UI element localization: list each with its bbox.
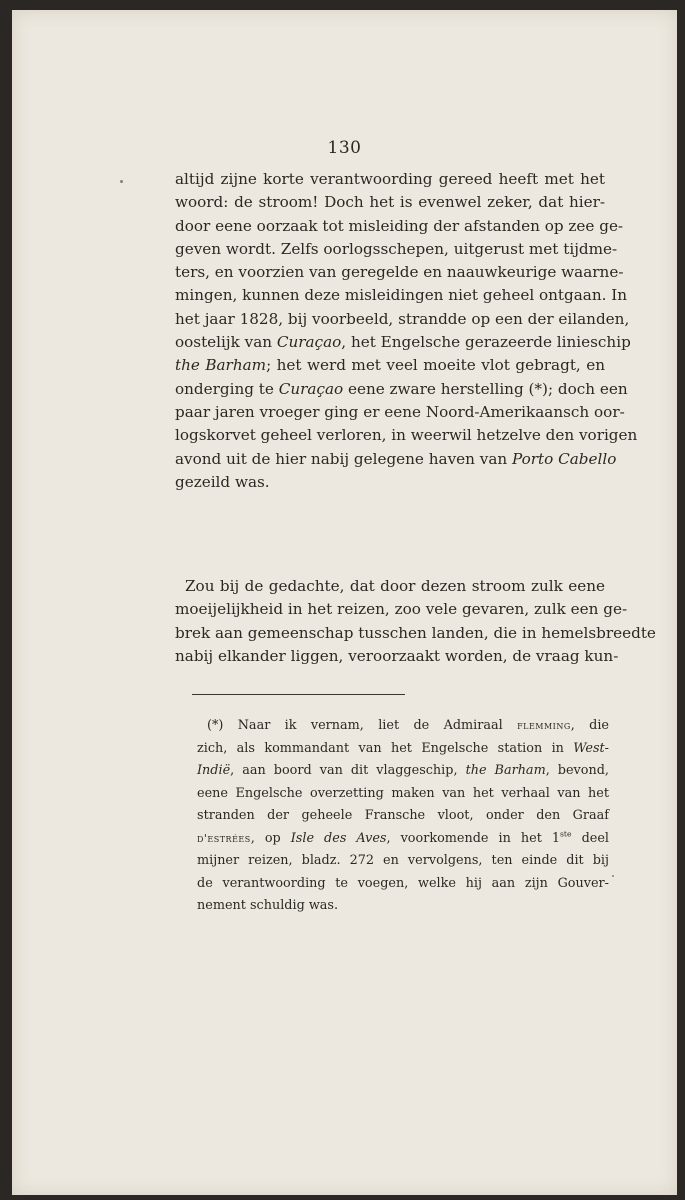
text-line: ters, en voorzien van geregelde en naauwkeurige waarne- bbox=[175, 263, 624, 282]
footnote-line: zich, als kommandant van het Engelsche station in West- bbox=[197, 740, 609, 756]
text-line: paar jaren vroeger ging er eene Noord-Amerikaansch oor- bbox=[175, 402, 625, 421]
footnote-line: (*) Naar ik vernam, liet de Admiraal flemming, die bbox=[207, 718, 609, 733]
text-line: altijd zijne korte verantwoording gereed heeft met het bbox=[175, 170, 605, 188]
paragraph-1 bbox=[175, 168, 638, 494]
text-line: avond uit de hier nabij gelegene haven van Porto Cabello bbox=[175, 449, 617, 468]
text-line: the Barham; het werd met veel moeite vlot gebragt, en bbox=[175, 356, 605, 375]
paper-speck bbox=[120, 180, 123, 183]
text-line: gezeild was. bbox=[175, 472, 270, 491]
text-line: door eene oorzaak tot misleiding der afstanden op zee ge- bbox=[175, 216, 624, 235]
footnote-line: de verantwoording te voegen, welke hij aan zijn Gouver- bbox=[197, 875, 609, 891]
footnote-line: d'estrées, op Isle des Aves, voorkomende in het 1ste deel bbox=[197, 829, 610, 846]
paragraph-2 bbox=[175, 575, 656, 668]
footnote-line: mijner reizen, bladz. 272 en vervolgens, ten einde dit bij bbox=[197, 853, 609, 868]
text-line: nabij elkander liggen, veroorzaakt worden, de vraag kun- bbox=[175, 646, 619, 665]
footnote bbox=[197, 715, 609, 918]
footnote-line: Indië, aan boord van dit vlaggeschip, the Barham, bevond, bbox=[197, 763, 609, 778]
text-line: geven wordt. Zelfs oorlogsschepen, uitgerust met tijdme- bbox=[175, 239, 618, 258]
text-line: logskorvet geheel verloren, in weerwil hetzelve den vorigen bbox=[175, 426, 638, 445]
text-line: Zou bij de gedachte, dat door dezen stroom zulk eene bbox=[185, 577, 605, 595]
footnote-line: nement schuldig was. bbox=[197, 898, 339, 913]
footnote-line: stranden der geheele Fransche vloot, onder den Graaf bbox=[197, 808, 609, 823]
text-line: woord: de stroom! Doch het is evenwel zeker, dat hier- bbox=[175, 193, 605, 212]
text-line: het jaar 1828, bij voorbeeld, strandde op een der eilanden, bbox=[175, 309, 630, 328]
footnote-line: eene Engelsche overzetting maken van het verhaal van het bbox=[197, 785, 609, 801]
page-number: 130 bbox=[327, 138, 362, 158]
text-line: oostelijk van Curaçao, het Engelsche gerazeerde linieschip bbox=[175, 333, 631, 352]
footnote-divider bbox=[192, 694, 405, 695]
text-line: moeijelijkheid in het reizen, zoo vele gevaren, zulk een ge- bbox=[175, 600, 628, 619]
text-line: brek aan gemeenschap tusschen landen, die in hemelsbreedte bbox=[175, 623, 656, 642]
text-line: onderging te Curaçao eene zware herstelling (*); doch een bbox=[175, 379, 628, 398]
paper-speck bbox=[612, 875, 614, 877]
book-page bbox=[12, 10, 677, 1195]
text-line: mingen, kunnen deze misleidingen niet geheel ontgaan. In bbox=[175, 286, 628, 305]
